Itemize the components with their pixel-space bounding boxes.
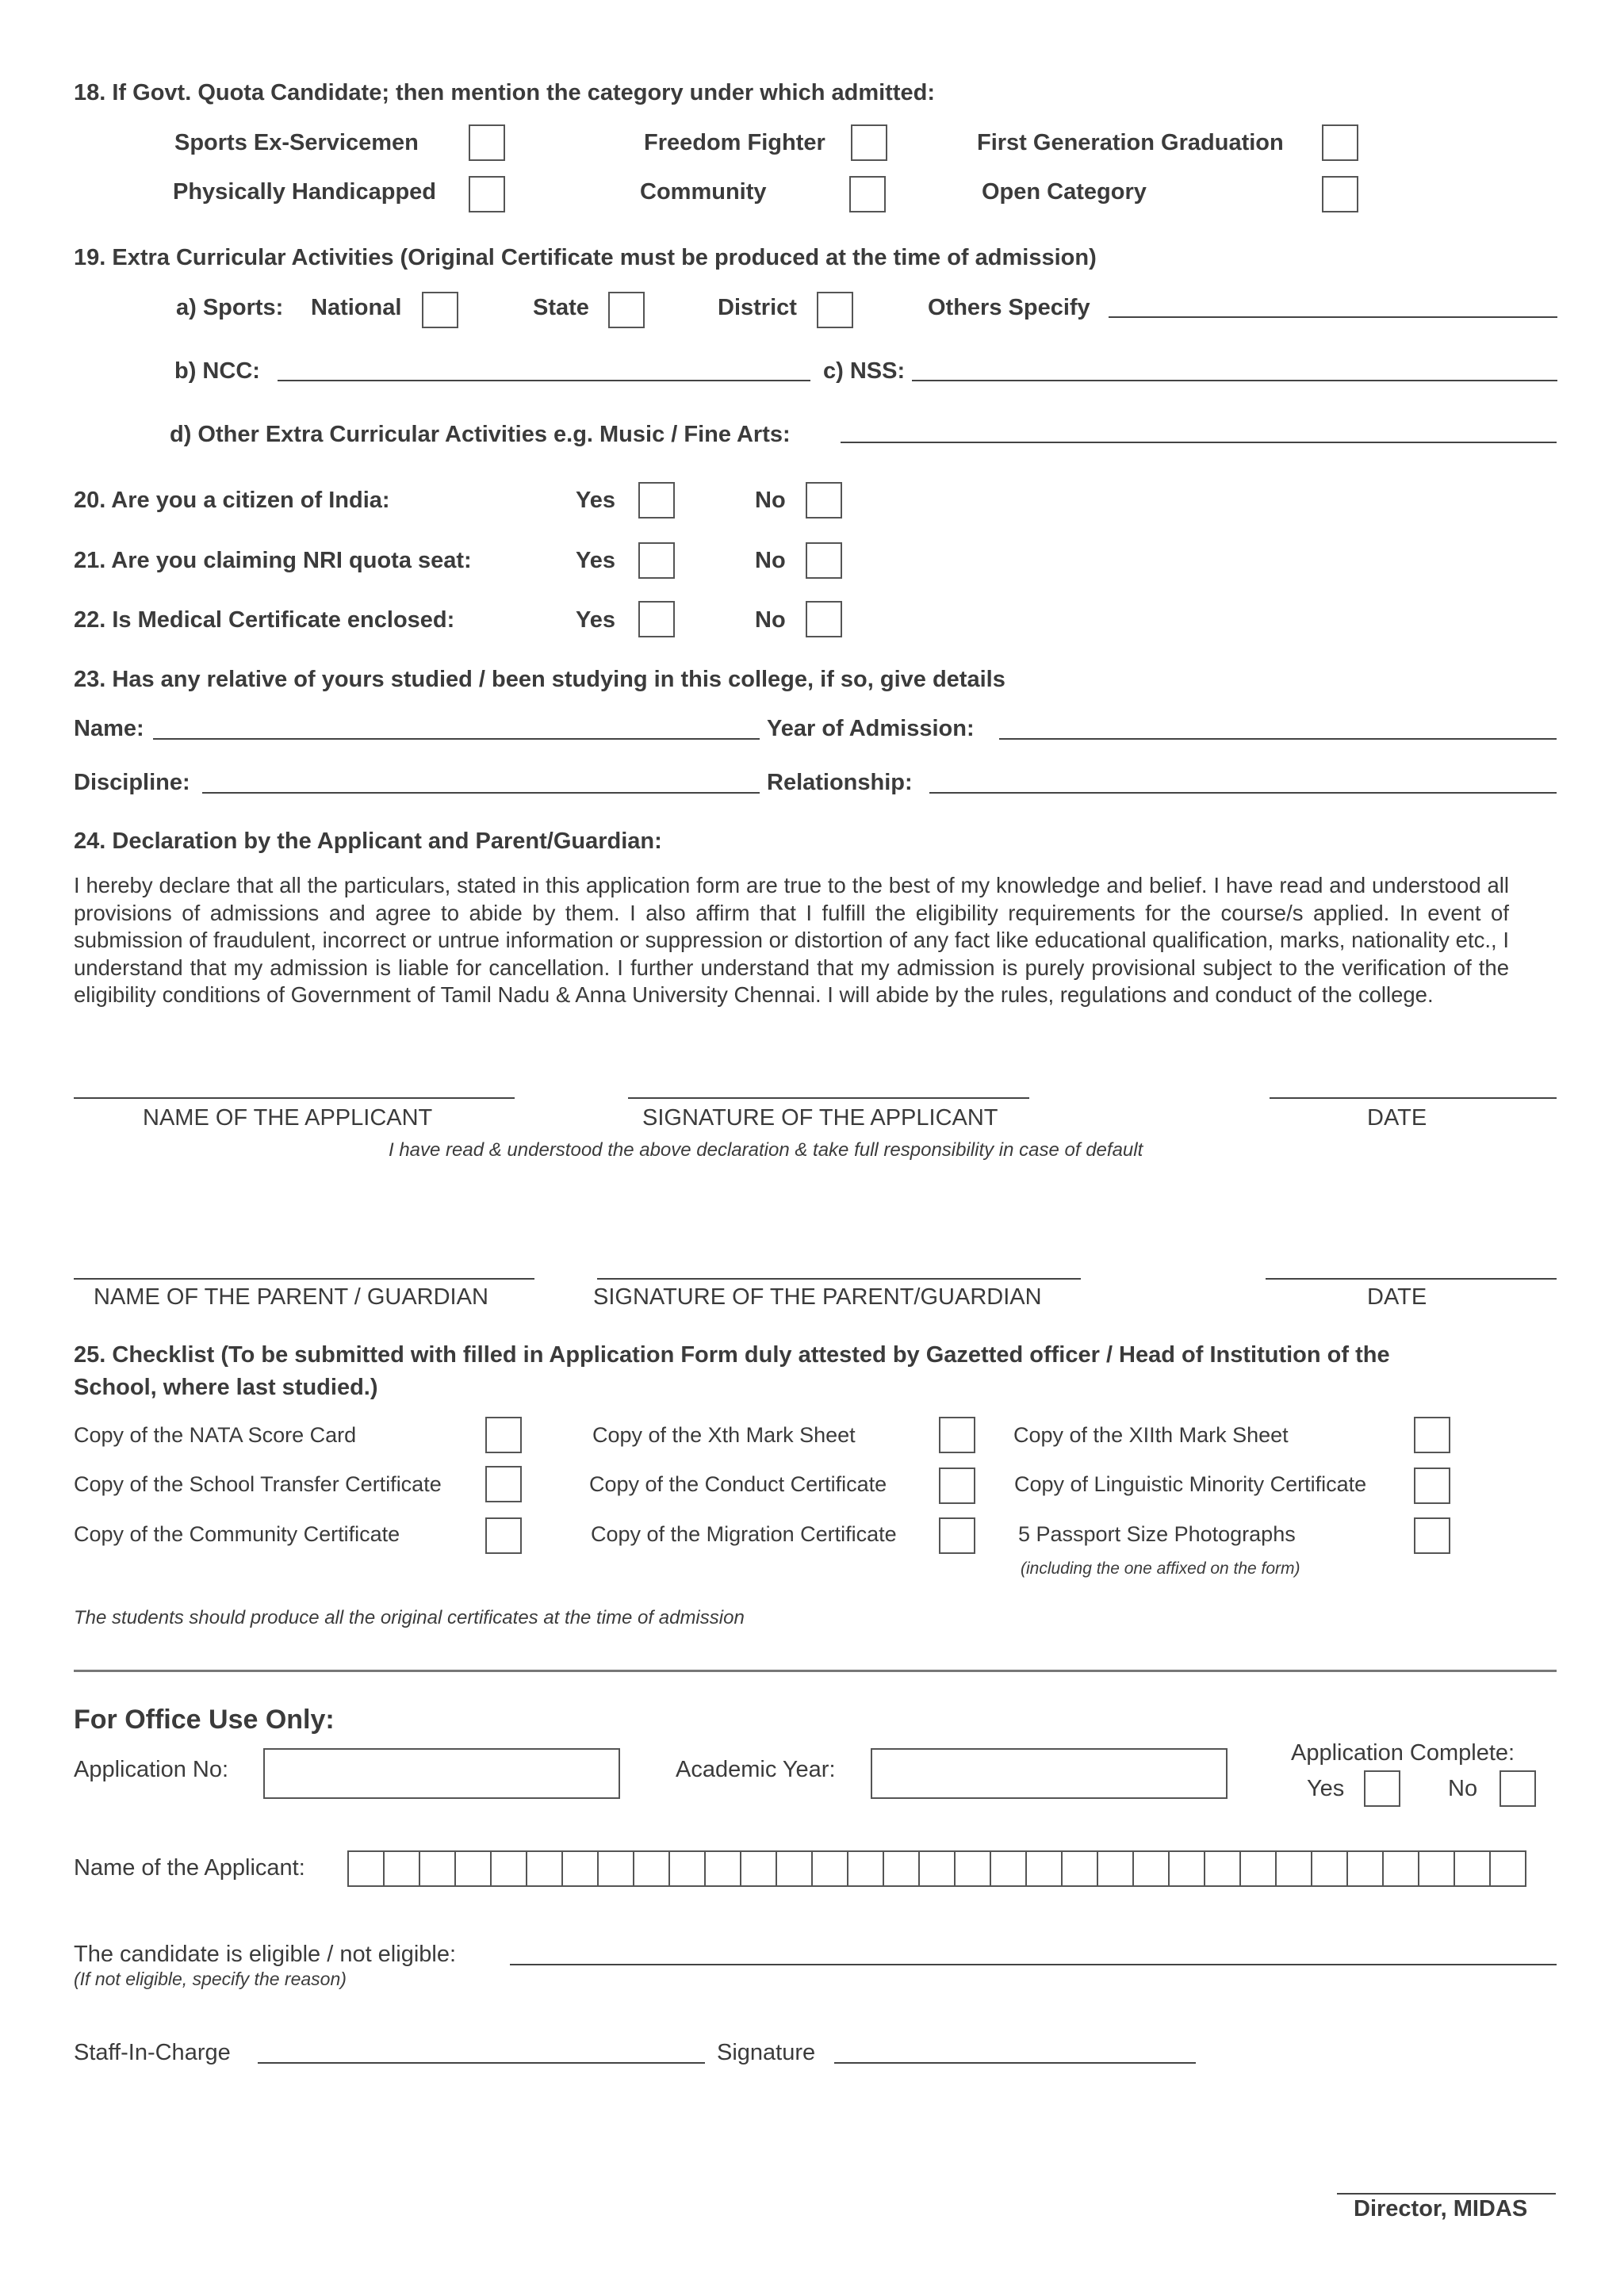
checkbox-photos[interactable] [1414, 1517, 1450, 1554]
academic-year-field[interactable] [871, 1748, 1228, 1799]
q23-title: 23. Has any relative of yours studied / been studying in this college, if so, give details [74, 667, 1005, 692]
applicant-signature-line[interactable] [628, 1097, 1029, 1099]
checkbox-first-generation-graduation[interactable] [1322, 124, 1358, 161]
application-no-label: Application No: [74, 1757, 229, 1782]
district-label: District [718, 295, 797, 320]
signature-line[interactable] [834, 2062, 1196, 2064]
checklist-item-migration: Copy of the Migration Certificate [591, 1522, 897, 1546]
applicant-date-caption: DATE [1367, 1105, 1427, 1131]
staff-in-charge-label: Staff-In-Charge [74, 2040, 231, 2065]
checkbox-q22-yes[interactable] [638, 601, 675, 637]
checkbox-community[interactable] [849, 176, 886, 212]
year-of-admission-label: Year of Admission: [767, 716, 975, 741]
nss-line[interactable] [912, 380, 1557, 381]
checkbox-nata[interactable] [485, 1417, 522, 1453]
photos-note: (including the one affixed on the form) [1021, 1559, 1300, 1578]
option-community: Community [640, 179, 767, 205]
declaration-text: I hereby declare that all the particulars, stated in this application form are true to the best of my knowledge and belief. I have read and understood all provisions of admissions and agree to abide by them. I also affirm that I fulfill the eligibility requirements for the course/s applied. In event of submission of fraudulent, incorrect or untrue information or suppression or distortion of any fact like educational qualification, marks, nationality etc., I understand that my admission is liable for cancellation. I further understand that my admission is purely provisional subject to the verification of the eligibility conditions of Government of Tamil Nadu & Anna University Chennai. I will abide by the rules, regulations and conduct of the college. [74, 873, 1509, 1007]
checkbox-open-category[interactable] [1322, 176, 1358, 212]
discipline-line[interactable] [202, 792, 760, 794]
q21-no-label: No [755, 548, 786, 573]
checkbox-physically-handicapped[interactable] [469, 176, 505, 212]
checkbox-sports-ex-servicemen[interactable] [469, 124, 505, 161]
checkbox-complete-no[interactable] [1500, 1770, 1536, 1807]
checklist-item-nata: Copy of the NATA Score Card [74, 1423, 357, 1447]
checkbox-xth[interactable] [939, 1417, 975, 1453]
year-of-admission-line[interactable] [999, 738, 1557, 740]
applicant-name-line[interactable] [74, 1097, 515, 1099]
director-label: Director, MIDAS [1354, 2196, 1528, 2221]
q24-title: 24. Declaration by the Applicant and Parent/Guardian: [74, 828, 662, 854]
q18-title: 18. If Govt. Quota Candidate; then mention the category under which admitted: [74, 80, 935, 105]
checkbox-freedom-fighter[interactable] [851, 124, 887, 161]
sports-label: a) Sports: [176, 295, 284, 320]
checkbox-xiith[interactable] [1414, 1417, 1450, 1453]
applicant-signature-caption: SIGNATURE OF THE APPLICANT [642, 1105, 998, 1131]
q22-no-label: No [755, 607, 786, 633]
nss-label: c) NSS: [823, 358, 906, 384]
other-eca-label: d) Other Extra Curricular Activities e.g. Music / Fine Arts: [170, 422, 791, 447]
office-title: For Office Use Only: [74, 1705, 335, 1735]
checkbox-linguistic[interactable] [1414, 1468, 1450, 1504]
checkbox-district[interactable] [817, 292, 853, 328]
checklist-item-xiith: Copy of the XIIth Mark Sheet [1013, 1423, 1289, 1447]
checkbox-community-cert[interactable] [485, 1517, 522, 1554]
checkbox-state[interactable] [608, 292, 645, 328]
application-no-field[interactable] [263, 1748, 620, 1799]
national-label: National [311, 295, 402, 320]
checkbox-transfer[interactable] [485, 1466, 522, 1502]
checkbox-national[interactable] [422, 292, 458, 328]
parent-signature-caption: SIGNATURE OF THE PARENT/GUARDIAN [593, 1284, 1042, 1310]
relationship-line[interactable] [929, 792, 1557, 794]
checkbox-q20-no[interactable] [806, 482, 842, 519]
checkbox-conduct[interactable] [939, 1468, 975, 1504]
q21-title: 21. Are you claiming NRI quota seat: [74, 548, 472, 573]
relationship-label: Relationship: [767, 770, 913, 795]
option-open-category: Open Category [982, 179, 1147, 205]
q20-title: 20. Are you a citizen of India: [74, 488, 390, 513]
eligibility-line[interactable] [510, 1964, 1557, 1965]
parent-signature-line[interactable] [597, 1278, 1081, 1280]
checklist-item-conduct: Copy of the Conduct Certificate [589, 1472, 887, 1496]
option-freedom-fighter: Freedom Fighter [644, 130, 825, 155]
eligibility-note: (If not eligible, specify the reason) [74, 1969, 347, 1989]
checklist-item-xth: Copy of the Xth Mark Sheet [592, 1423, 856, 1447]
staff-in-charge-line[interactable] [258, 2062, 705, 2064]
applicant-name-character-grid[interactable] [349, 1850, 1526, 1887]
others-specify-label: Others Specify [928, 295, 1090, 320]
option-sports-ex-servicemen: Sports Ex-Servicemen [174, 130, 419, 155]
checkbox-complete-yes[interactable] [1364, 1770, 1400, 1807]
discipline-label: Discipline: [74, 770, 190, 795]
state-label: State [533, 295, 589, 320]
checklist-item-photos: 5 Passport Size Photographs [1018, 1522, 1296, 1546]
relative-name-label: Name: [74, 716, 144, 741]
eligibility-label: The candidate is eligible / not eligible: [74, 1942, 457, 1967]
checklist-item-transfer: Copy of the School Transfer Certificate [74, 1472, 442, 1496]
q25-title-line2: School, where last studied.) [74, 1375, 378, 1400]
checklist-item-linguistic: Copy of Linguistic Minority Certificate [1014, 1472, 1367, 1496]
complete-yes-label: Yes [1307, 1776, 1345, 1801]
application-complete-label: Application Complete: [1291, 1740, 1515, 1766]
checklist-footer-note: The students should produce all the original certificates at the time of admission [74, 1607, 745, 1628]
checkbox-q21-no[interactable] [806, 542, 842, 579]
parent-name-caption: NAME OF THE PARENT / GUARDIAN [94, 1284, 488, 1310]
q22-yes-label: Yes [576, 607, 615, 633]
applicant-date-line[interactable] [1270, 1097, 1557, 1099]
checkbox-migration[interactable] [939, 1517, 975, 1554]
parent-name-line[interactable] [74, 1278, 534, 1280]
checkbox-q21-yes[interactable] [638, 542, 675, 579]
parent-date-line[interactable] [1266, 1278, 1557, 1280]
complete-no-label: No [1448, 1776, 1478, 1801]
other-eca-line[interactable] [841, 442, 1557, 443]
q20-no-label: No [755, 488, 786, 513]
option-first-generation-graduation: First Generation Graduation [977, 130, 1284, 155]
option-physically-handicapped: Physically Handicapped [173, 179, 437, 205]
q19-title: 19. Extra Curricular Activities (Original Certificate must be produced at the time of admission) [74, 245, 1097, 270]
office-separator [74, 1670, 1557, 1672]
ncc-label: b) NCC: [174, 358, 260, 384]
ncc-line[interactable] [278, 380, 810, 381]
academic-year-label: Academic Year: [676, 1757, 836, 1782]
checkbox-q20-yes[interactable] [638, 482, 675, 519]
checklist-item-community: Copy of the Community Certificate [74, 1522, 400, 1546]
parent-date-caption: DATE [1367, 1284, 1427, 1310]
q25-title-line1: 25. Checklist (To be submitted with filled in Application Form duly attested by Gazetted officer / Head of Institution of the [74, 1342, 1390, 1368]
declaration-note: I have read & understood the above declaration & take full responsibility in case of default [389, 1139, 1143, 1161]
relative-name-line[interactable] [153, 738, 760, 740]
checkbox-q22-no[interactable] [806, 601, 842, 637]
office-applicant-name-label: Name of the Applicant: [74, 1855, 305, 1881]
director-signature-line[interactable] [1337, 2193, 1556, 2195]
q22-title: 22. Is Medical Certificate enclosed: [74, 607, 455, 633]
applicant-name-caption: NAME OF THE APPLICANT [143, 1105, 433, 1131]
q20-yes-label: Yes [576, 488, 615, 513]
q21-yes-label: Yes [576, 548, 615, 573]
others-specify-line[interactable] [1109, 316, 1557, 318]
signature-label: Signature [717, 2040, 816, 2065]
